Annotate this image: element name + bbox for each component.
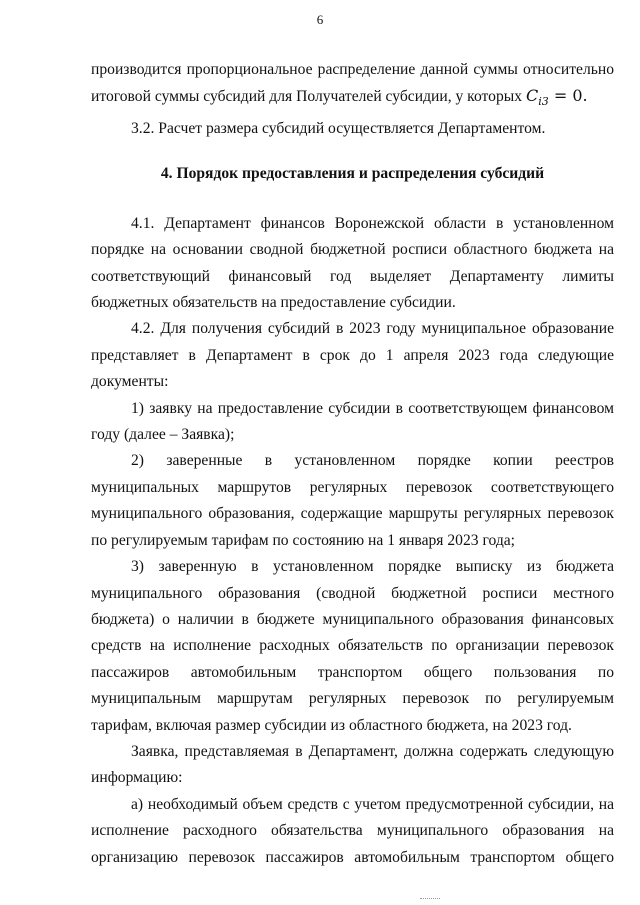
formula-lead-text: итоговой суммы субсидий для Получателей субсидии, у которых [91,88,523,106]
document-body [91,57,614,871]
paragraph-zayavka: Заявка, представляемая в Департамент, должна содержать следующую информацию: [91,742,614,787]
paragraph-4-1: 4.1. Департамент финансов Воронежской области в установленном порядке на основании сводной бюджетной росписи областного бюджета на соответствующий финансовый год выделяет Департаменту лимиты бюджетных обязательств на предоставление субсидии. [91,214,614,312]
continuation-line: производится пропорциональное распределение данной суммы относительно [91,61,614,78]
section-heading: 4. Порядок предоставления и распределения субсидий [160,165,545,183]
list-item-3: 3) заверенную в установленном порядке выписку из бюджета муниципального образования (сводной бюджетной росписи местного бюджета) о наличии в бюджете муниципального образования финансовых средств на исполнение расходных обязательств по организации перевозок пассажиров автомобильным транспортом общего пользования по муниципальным маршрутам регулярных перевозок по регулируемым тарифам, включая размер субсидии из областного бюджета, на 2023 год. [91,558,614,734]
paragraph-3-2: 3.2. Расчет размера субсидий осуществляется Департаментом. [131,120,546,137]
list-item-2: 2) заверенные в установленном порядке копии реестров муниципальных маршрутов регулярных перевозок соответствующего муниципального образования, содержащие маршруты регулярных перевозок по регулируемым тарифам по состоянию на 1 января 2023 года; [91,452,614,549]
formula-variable: C [525,86,539,106]
footer-divider [420,898,440,899]
formula [525,86,588,109]
formula-subscript: i3 [538,95,549,109]
list-item-a: а) необходимый объем средств с учетом предусмотренной субсидии, на исполнение расходного обязательства муниципального образования на организацию перевозок пассажиров автомобильным транспортом общего [91,795,614,866]
list-item-1: 1) заявку на предоставление субсидии в соответствующем финансовом году (далее – Заявка); [91,399,614,444]
formula-equals: = 0. [548,86,588,106]
continuation-line-formula [91,83,614,116]
paragraph-4-2: 4.2. Для получения субсидий в 2023 году муниципальное образование представляет в Департамент в срок до 1 апреля 2023 года следующие документы: [91,320,614,391]
page-number: 6 [316,12,324,27]
